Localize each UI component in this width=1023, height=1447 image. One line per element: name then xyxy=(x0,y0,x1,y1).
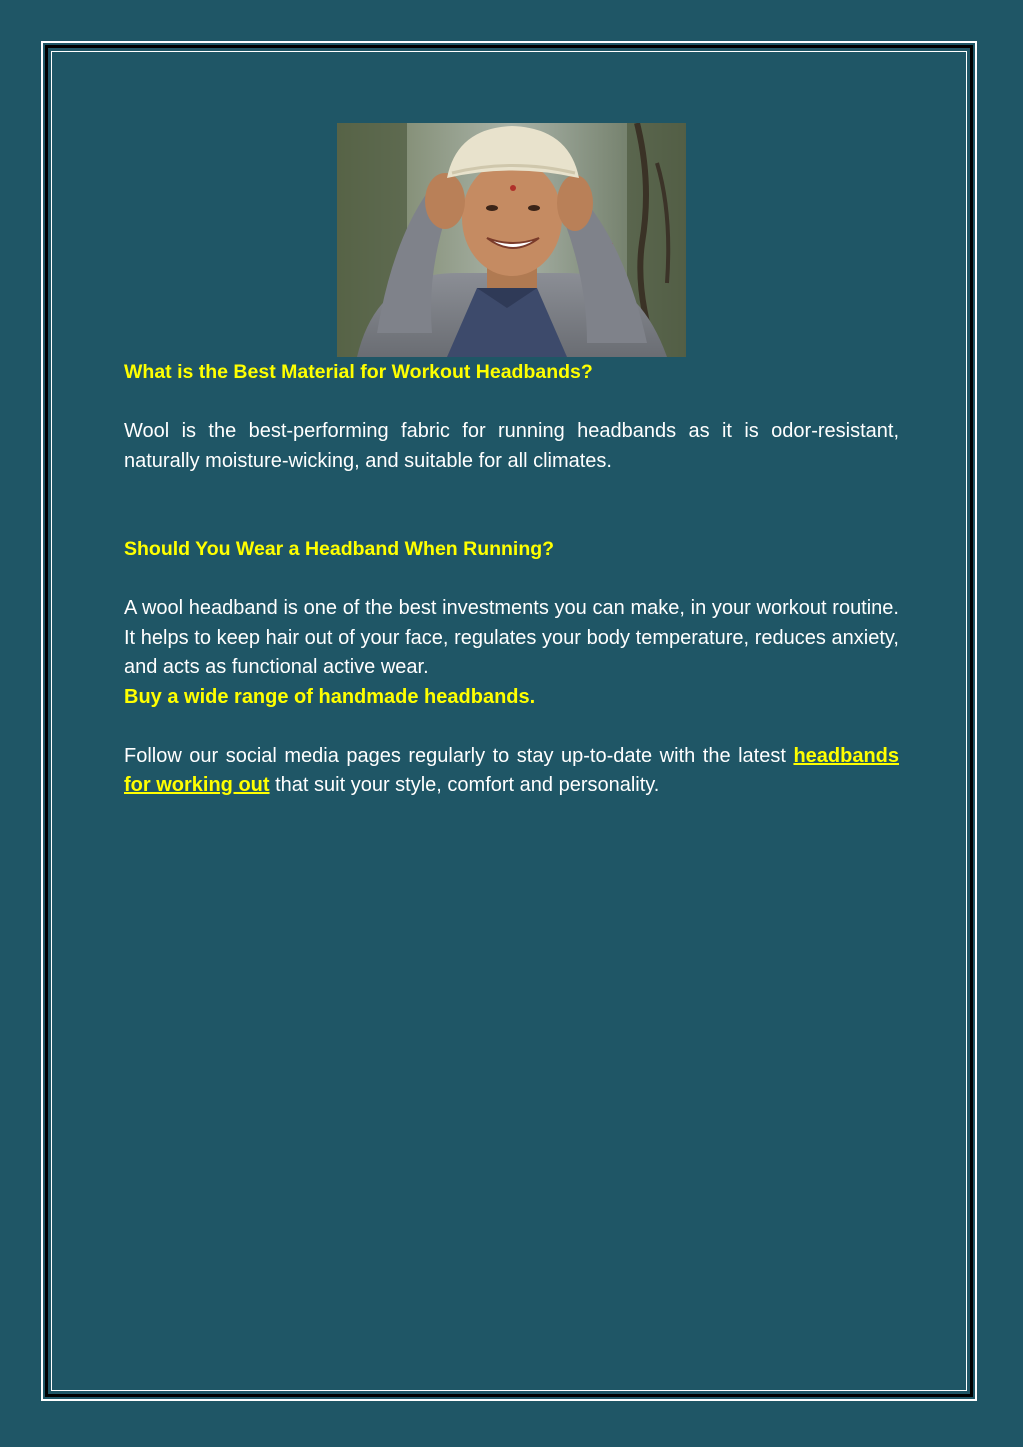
article-content xyxy=(124,358,899,801)
paragraph-wool-headband: A wool headband is one of the best investments you can make, in your workout routine. It helps to keep hair out of your face, regulates your body temperature, reduces anxiety, and acts as functional active wear. xyxy=(124,597,899,678)
buy-headbands-link[interactable]: Buy a wide range of handmade headbands. xyxy=(124,685,536,708)
follow-text: Follow our social media pages regularly to stay up-to-date with the latest xyxy=(124,744,786,767)
paragraph-wool-fabric: Wool is the best-performing fabric for running headbands as it is odor-resistant, naturally moisture-wicking, and suitable for all climates. xyxy=(124,420,899,472)
spacer xyxy=(124,388,899,418)
follow-text-end: that suit your style, comfort and personality. xyxy=(275,774,660,796)
section-heading-best-material: What is the Best Material for Workout Headbands? xyxy=(124,361,593,383)
spacer xyxy=(124,565,899,595)
spacer xyxy=(124,712,899,742)
hero-photo xyxy=(337,123,686,357)
paragraph-follow-social xyxy=(124,742,899,801)
spacer xyxy=(124,476,899,535)
headbands-working-out-link[interactable]: headbands for working out xyxy=(124,744,900,796)
section-heading-running: Should You Wear a Headband When Running? xyxy=(124,538,555,560)
